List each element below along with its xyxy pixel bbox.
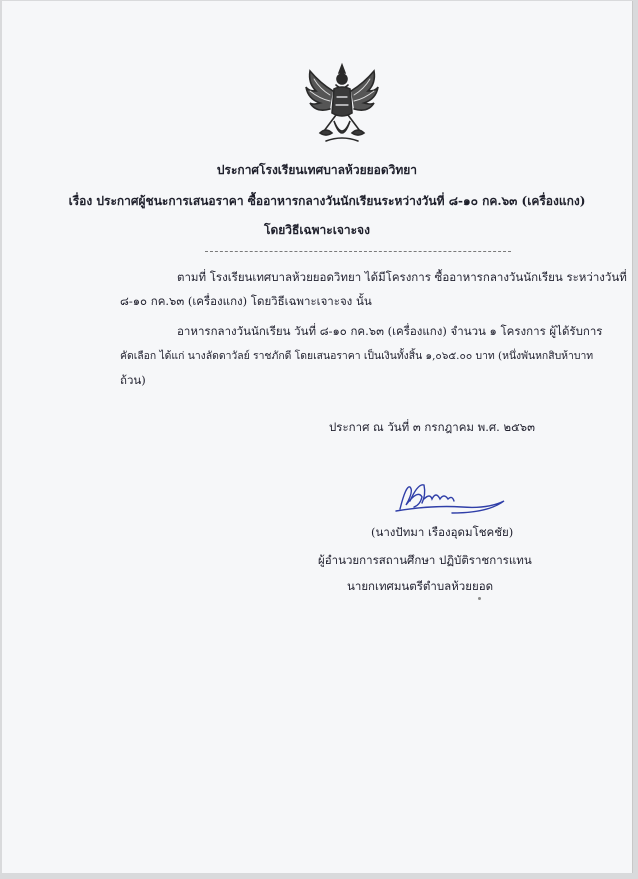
- garuda-emblem-icon: [302, 61, 382, 147]
- paragraph-2-line-1: อาหารกลางวันนักเรียน วันที่ ๘-๑๐ กค.๖๓ (เครื่องแกง) จำนวน ๑ โครงการ ผู้ได้รับการ: [177, 324, 603, 338]
- dashed-divider: [205, 251, 511, 252]
- signatory-name: (นางปัทมา เรืองอุดมโชคชัย): [371, 525, 514, 539]
- paragraph-1-line-1: ตามที่ โรงเรียนเทศบาลห้วยยอดวิทยา ได้มีโครงการ ซื้ออาหารกลางวันนักเรียน ระหว่างวันที่: [177, 270, 627, 284]
- handwritten-signature-icon: [392, 479, 512, 519]
- signatory-authority: นายกเทศมนตรีตำบลห้วยยอด: [347, 579, 494, 593]
- paper-speck: [478, 597, 481, 600]
- procurement-method: โดยวิธีเฉพาะเจาะจง: [264, 223, 370, 237]
- paragraph-2-line-2: คัดเลือก ได้แก่ นางลัดดาวัลย์ ราชภักดี โดยเสนอราคา เป็นเงินทั้งสิ้น ๑,๐๖๕.๐๐ บาท (หนึ่งพันหกสิบห้าบาท: [120, 350, 594, 362]
- paragraph-2-line-3: ถ้วน): [120, 373, 146, 387]
- announcement-date: ประกาศ ณ วันที่ ๓ กรกฎาคม พ.ศ. ๒๕๖๓: [329, 420, 535, 434]
- paragraph-1-line-2: ๘-๑๐ กค.๖๓ (เครื่องแกง) โดยวิธีเฉพาะเจาะจง นั้น: [120, 294, 372, 308]
- announcement-title: ประกาศโรงเรียนเทศบาลห้วยยอดวิทยา: [216, 163, 418, 177]
- document-page: [2, 1, 632, 873]
- signatory-position: ผู้อำนวยการสถานศึกษา ปฏิบัติราชการแทน: [318, 553, 532, 567]
- announcement-subject: เรื่อง ประกาศผู้ชนะการเสนอราคา ซื้ออาหารกลางวันนักเรียนระหว่างวันที่ ๘-๑๐ กค.๖๓ (เครื่องแกง): [68, 194, 586, 208]
